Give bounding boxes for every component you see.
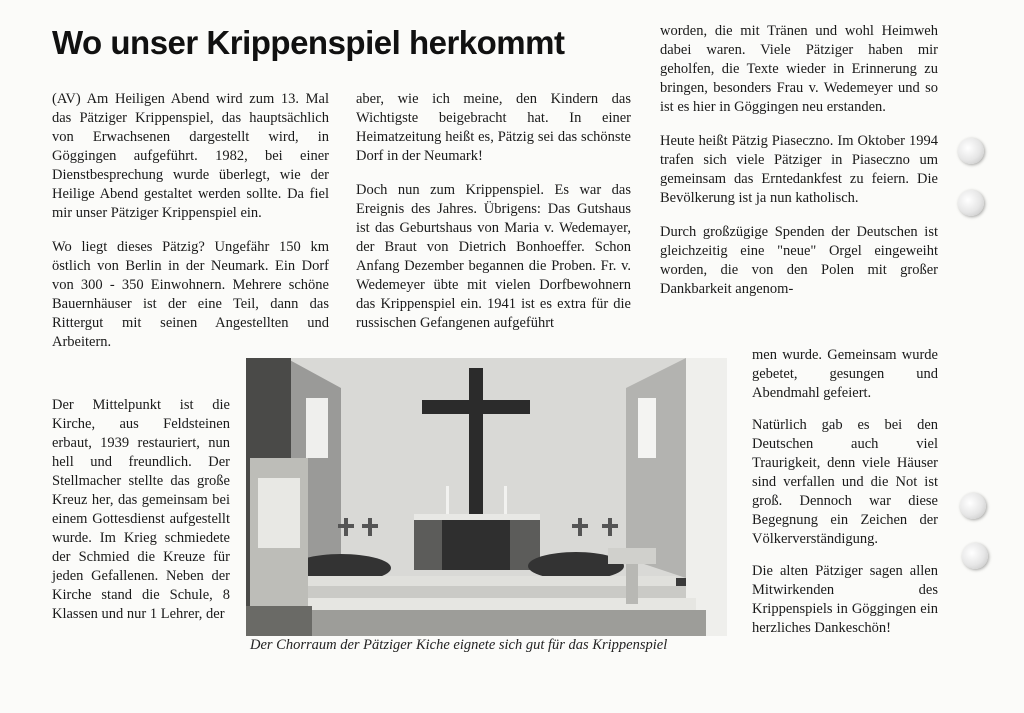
church-chancel-photo	[246, 358, 727, 636]
column-2	[356, 90, 631, 348]
column-3-lower	[752, 346, 938, 651]
paragraph: Wo liegt dieses Pätzig? Ungefähr 150 km östlich von Berlin in der Neumark. Ein Dorf von 300 - 350 Einwohnern. Mehrere schöne Bauernhäuser ist der eine Teil, dann das Rittergut mit seinen Angestellten und Arbeitern.	[52, 239, 329, 350]
binder-hole-icon	[962, 543, 988, 569]
binder-hole-icon	[958, 190, 984, 216]
paragraph: Doch nun zum Krippenspiel. Es war das Ereignis des Jahres. Übrigens: Das Gutshaus ist das Geburtshaus von Maria v. Wedemayer, der Braut von Dietrich Bonhoeffer. Schon Anfang Dezember begannen die Proben. Fr. v. Wedemeyer übte mit vielen Dorfbewohnern das Krippenspiel ein. 1941 ist es extra für die russischen Gefangenen aufgeführt	[356, 182, 631, 331]
paragraph: Durch großzügige Spenden der Deutschen ist gleichzeitig eine "neue" Orgel eingeweiht worden, die von den Polen mit großer Dankbarkeit angenom-	[660, 224, 938, 297]
binder-hole-icon	[960, 493, 986, 519]
paragraph: men wurde. Gemeinsam wurde gebetet, gesungen und Abendmahl gefeiert.	[752, 347, 938, 401]
paragraph: (AV) Am Heiligen Abend wird zum 13. Mal das Pätziger Krippenspiel, das hauptsächlich von Erwachsenen dargestellt wird, in Göggingen aufgeführt. 1982, bei einer Dienstbesprechung wurde überlegt, wie der Heilige Abend gestaltet werden sollte. Da fiel mir unser Pätziger Krippenspiel ein.	[52, 91, 329, 221]
article-title: Wo unser Krippenspiel herkommt	[52, 24, 565, 61]
photo-caption: Der Chorraum der Pätziger Kiche eignete sich gut für das Krippenspiel	[250, 637, 668, 653]
paragraph: Die alten Pätziger sagen allen Mitwirkenden des Krippenspiels in Göggingen ein herzliches Dankeschön!	[752, 563, 938, 636]
binder-hole-icon	[958, 138, 984, 164]
column-1-lower	[52, 396, 230, 639]
paragraph: Natürlich gab es bei den Deutschen auch viel Traurigkeit, denn viele Häuser sind verfallen und die Not ist groß. Dennoch war diese Begegnung ein Zeichen der Völkerverständigung.	[752, 417, 938, 547]
column-1	[52, 90, 329, 367]
column-3	[660, 22, 938, 314]
paragraph: worden, die mit Tränen und wohl Heimweh dabei waren. Viele Pätziger haben mir geholfen, die Texte wieder in Erinnerung zu bringen, besonders Frau v. Wedemeyer und so ist es hier in Göggingen neu erstanden.	[660, 23, 938, 115]
paragraph: Heute heißt Pätzig Piaseczno. Im Oktober 1994 trafen sich viele Pätziger in Piaseczno um gemeinsam das Erntedankfest zu feiern. Die Bevölkerung ist ja nun katholisch.	[660, 133, 938, 206]
paragraph: Der Mittelpunkt ist die Kirche, aus Feldsteinen erbaut, 1939 restauriert, nun hell und freundlich. Der Stellmacher stellte das große Kreuz her, das gemeinsam bei einem Gottesdienst aufgestellt wurde. Im Krieg schmiedete der Schmied die Kreuze für jeden Gefallenen. Neben der Kirche stand die Schule, 8 Klassen und nur 1 Lehrer, der	[52, 397, 230, 622]
paragraph: aber, wie ich meine, den Kindern das Wichtigste beigebracht hat. In einer Heimatzeitung heißt es, Pätzig sei das schönste Dorf in der Neumark!	[356, 91, 631, 164]
